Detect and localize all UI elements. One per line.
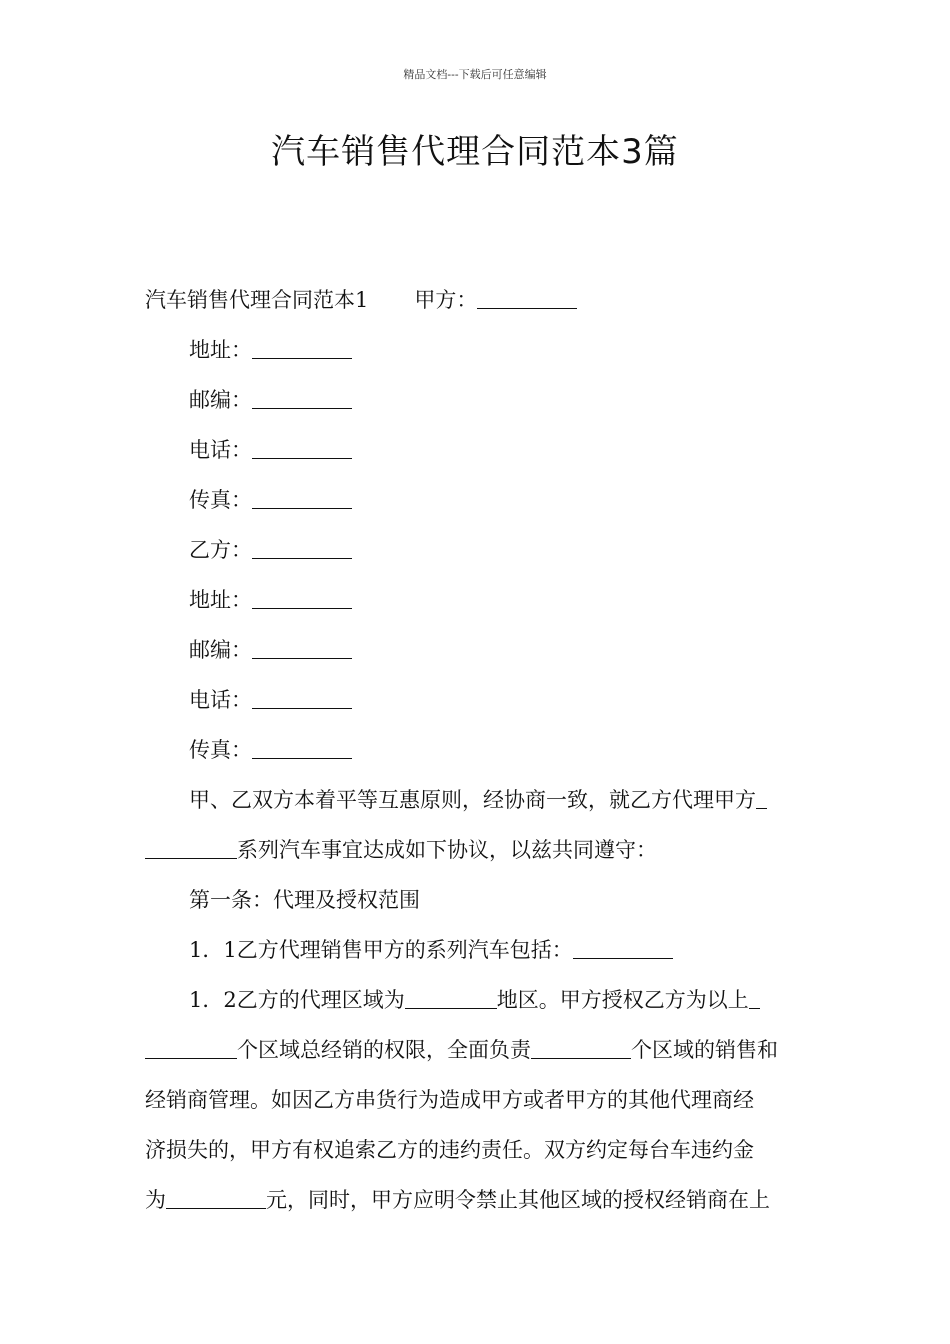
paragraph-1-text-a: 甲、乙双方本着平等互惠原则，经协商一致，就乙方代理甲方: [189, 788, 756, 812]
clause-1-2-line-1: [145, 975, 810, 1025]
intro-label: 汽车销售代理合同范本1: [145, 288, 369, 312]
b-phone-line: [145, 675, 810, 725]
clause-1-2-area-blank: [531, 1032, 631, 1059]
b-phone-label: 电话：: [189, 688, 252, 712]
clause-1-2-text-c: 个区域总经销的权限，全面负责: [237, 1038, 531, 1062]
clause-1-1-line: [145, 925, 810, 975]
clause-1-2-line-3: [145, 1075, 810, 1125]
clause-1-2-text-f: 济损失的，甲方有权追索乙方的违约责任。双方约定每台车违约金: [145, 1138, 754, 1162]
penalty-amount-blank: [166, 1182, 266, 1209]
article-1-heading: [145, 875, 810, 925]
clause-1-2-line-2: [145, 1025, 810, 1075]
clause-1-2-text-g: 为: [145, 1188, 166, 1212]
intro-line: [145, 275, 810, 325]
a-fax-line: [145, 475, 810, 525]
clause-1-2-blank-end: [145, 1032, 237, 1059]
clause-1-2-blank-start: [749, 982, 760, 1009]
b-postcode-blank: [252, 632, 352, 659]
a-fax-label: 传真：: [189, 488, 252, 512]
page-header: 精品文档---下载后可任意编辑: [403, 68, 547, 81]
clause-1-2-text-b: 地区。甲方授权乙方为以上: [496, 988, 749, 1012]
b-address-label: 地址：: [189, 588, 252, 612]
clause-1-2-text-a: 1．2乙方的代理区域为: [189, 988, 405, 1012]
a-postcode-label: 邮编：: [189, 388, 252, 412]
clause-1-1-blank: [573, 932, 673, 959]
b-fax-line: [145, 725, 810, 775]
paragraph-1-text-b: 系列汽车事宜达成如下协议，以兹共同遵守：: [237, 838, 657, 862]
party-b-blank: [252, 532, 352, 559]
a-phone-label: 电话：: [189, 438, 252, 462]
b-fax-label: 传真：: [189, 738, 252, 762]
paragraph-1-blank-end: [145, 832, 237, 859]
a-phone-line: [145, 425, 810, 475]
document-title: 汽车销售代理合同范本3篇: [271, 132, 679, 172]
clause-1-2-region-blank: [405, 982, 497, 1009]
b-postcode-label: 邮编：: [189, 638, 252, 662]
party-b-label: 乙方：: [189, 538, 252, 562]
clause-1-2-line-4: [145, 1125, 810, 1175]
b-phone-blank: [252, 682, 352, 709]
b-address-line: [145, 575, 810, 625]
party-a-blank: [477, 282, 577, 309]
b-address-blank: [252, 582, 352, 609]
a-address-label: 地址：: [189, 338, 252, 362]
party-a-label: 甲方：: [414, 288, 478, 312]
a-postcode-blank: [252, 382, 352, 409]
paragraph-1-line-2: [145, 825, 810, 875]
clause-1-2-text-h: 元，同时，甲方应明令禁止其他区域的授权经销商在上: [266, 1188, 770, 1212]
paragraph-1-blank-start: [756, 782, 767, 809]
clause-1-1-text: 1．1乙方代理销售甲方的系列汽车包括：: [189, 938, 573, 962]
b-postcode-line: [145, 625, 810, 675]
a-phone-blank: [252, 432, 352, 459]
paragraph-1-line-1: [145, 775, 810, 825]
a-address-blank: [252, 332, 352, 359]
a-address-line: [145, 325, 810, 375]
article-1-heading-text: 第一条：代理及授权范围: [189, 888, 420, 912]
b-fax-blank: [252, 732, 352, 759]
clause-1-2-text-d: 个区域的销售和: [631, 1038, 778, 1062]
a-postcode-line: [145, 375, 810, 425]
party-b-line: [145, 525, 810, 575]
clause-1-2-text-e: 经销商管理。如因乙方串货行为造成甲方或者甲方的其他代理商经: [145, 1088, 754, 1112]
a-fax-blank: [252, 482, 352, 509]
clause-1-2-line-5: [145, 1175, 810, 1225]
document-body: [145, 275, 810, 1225]
